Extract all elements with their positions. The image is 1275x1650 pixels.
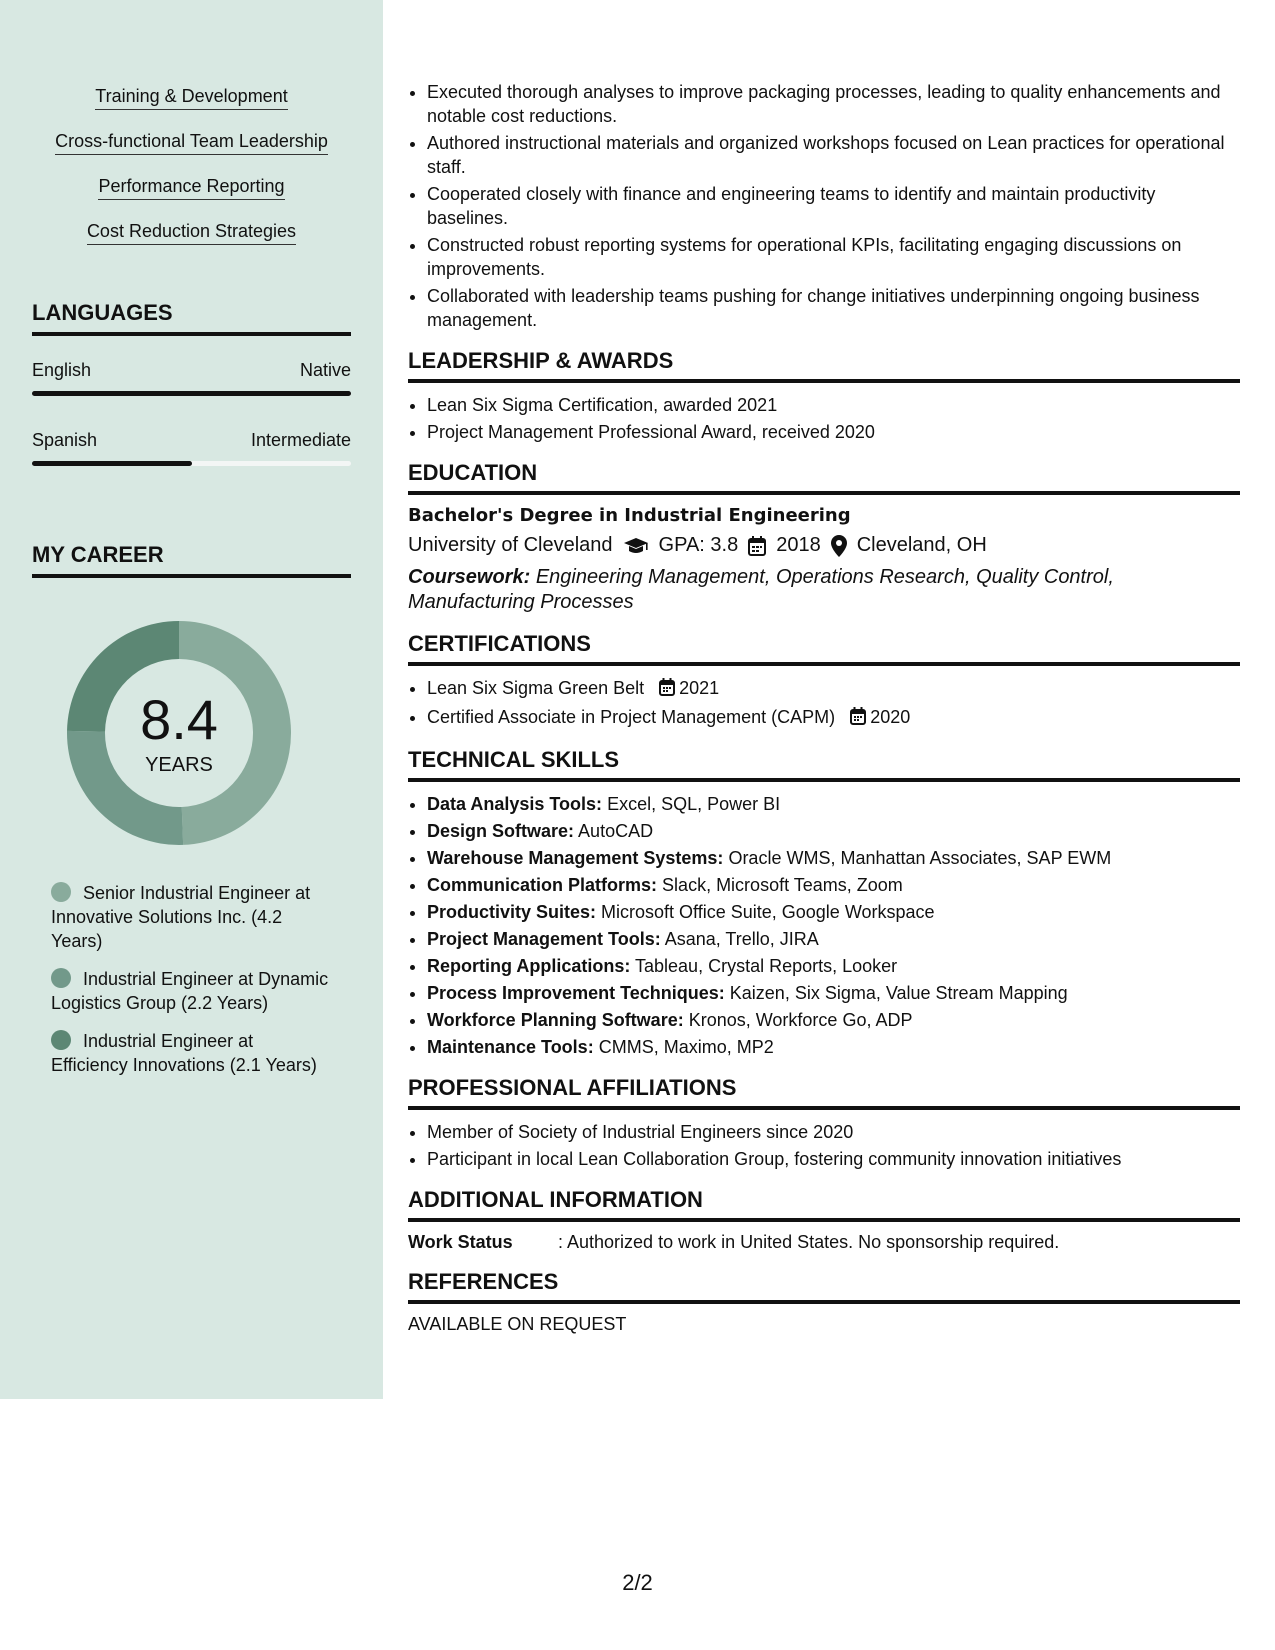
- language-level: Native: [299, 360, 351, 380]
- work-status-label: Work Status: [408, 1232, 513, 1252]
- main-content: [408, 80, 1240, 1335]
- career-item-label: Industrial Engineer at Efficiency Innovations (2.1 Years): [51, 1031, 317, 1075]
- skill-values: Slack, Microsoft Teams, Zoom: [662, 875, 903, 895]
- work-status-value: : Authorized to work in United States. No sponsorship required.: [558, 1232, 1060, 1252]
- coursework-list: Engineering Management, Operations Research, Quality Control, Manufacturing Processes: [408, 566, 1114, 613]
- skill-category: Reporting Applications:: [427, 956, 631, 976]
- graduation-year: 2018: [776, 534, 821, 556]
- experience-bullet: • Authored instructional materials and organized workshops focused on Lean practices for operational staff.: [427, 131, 1240, 179]
- legend-dot: [51, 968, 71, 988]
- technical-skill-item: [427, 954, 1240, 978]
- skill-values: Asana, Trello, JIRA: [664, 929, 819, 949]
- affiliation-item: • Participant in local Lean Collaboration Group, fostering community innovation initiatives: [427, 1147, 1240, 1171]
- skill-values: Oracle WMS, Manhattan Associates, SAP EWM: [728, 848, 1112, 868]
- references-heading: REFERENCES: [408, 1269, 1240, 1304]
- technical-skill-item: [427, 792, 1240, 816]
- education-location: Cleveland, OH: [856, 534, 987, 556]
- language-name: Spanish: [32, 430, 98, 450]
- calendar-icon: [850, 707, 866, 731]
- skill-category: Warehouse Management Systems:: [427, 848, 724, 868]
- experience-bullet: • Executed thorough analyses to improve packaging processes, leading to quality enhancements and notable cost reductions.: [427, 80, 1240, 128]
- career-item-label: Industrial Engineer at Dynamic Logistics Group (2.2 Years): [51, 969, 329, 1013]
- legend-dot: [51, 882, 71, 902]
- technical-skill-item: [427, 1035, 1240, 1059]
- legend-dot: [51, 1030, 71, 1050]
- proficiency-bar: [32, 391, 351, 396]
- proficiency-fill: [32, 461, 192, 466]
- language-level: Intermediate: [250, 430, 351, 450]
- technical-skill-item: [427, 927, 1240, 951]
- skill-values: AutoCAD: [578, 821, 654, 841]
- certification-item: [427, 705, 1240, 731]
- award-item: • Project Management Professional Award, received 2020: [427, 420, 1240, 444]
- gpa: GPA: 3.8: [658, 534, 739, 556]
- award-item: • Lean Six Sigma Certification, awarded 2021: [427, 393, 1240, 417]
- technical-skills-list: [408, 792, 1240, 1059]
- certification-name: Lean Six Sigma Green Belt: [427, 678, 645, 698]
- skill-category: Project Management Tools:: [427, 929, 661, 949]
- skill-item: Cross-functional Team Leadership: [55, 130, 328, 155]
- school-name: University of Cleveland: [408, 534, 613, 556]
- affiliations-list: [408, 1120, 1240, 1171]
- skill-item: Performance Reporting: [98, 175, 284, 200]
- sidebar: [0, 0, 383, 1399]
- work-status: [408, 1232, 1240, 1253]
- career-item: [51, 967, 331, 1015]
- proficiency-bar: [32, 461, 351, 466]
- language-name: English: [32, 360, 92, 380]
- additional-info-heading: ADDITIONAL INFORMATION: [408, 1187, 1240, 1222]
- technical-skill-item: [427, 873, 1240, 897]
- certification-name: Certified Associate in Project Management (CAPM): [427, 707, 836, 727]
- affiliation-item: • Member of Society of Industrial Engineers since 2020: [427, 1120, 1240, 1144]
- certification-item: [427, 676, 1240, 702]
- skill-category: Productivity Suites:: [427, 902, 597, 922]
- education-heading: EDUCATION: [408, 460, 1240, 495]
- experience-bullet: • Constructed robust reporting systems for operational KPIs, facilitating engaging discussions on improvements.: [427, 233, 1240, 281]
- career-item-label: Senior Industrial Engineer at Innovative Solutions Inc. (4.2 Years): [51, 883, 311, 951]
- language-spanish: [32, 430, 351, 466]
- experience-bullet: • Collaborated with leadership teams pushing for change initiatives underpinning ongoing business management.: [427, 284, 1240, 332]
- skill-values: Kronos, Workforce Go, ADP: [688, 1010, 913, 1030]
- proficiency-fill: [32, 391, 351, 396]
- career-years-unit: YEARS: [145, 754, 213, 776]
- skill-values: Excel, SQL, Power BI: [607, 794, 781, 814]
- degree-title: Bachelor's Degree in Industrial Engineering: [408, 505, 851, 526]
- language-english: [32, 360, 351, 396]
- technical-skills-heading: TECHNICAL SKILLS: [408, 747, 1240, 782]
- skill-category: Maintenance Tools:: [427, 1037, 594, 1057]
- technical-skill-item: [427, 1008, 1240, 1032]
- skill-category: Design Software:: [427, 821, 575, 841]
- certification-year: 2021: [679, 678, 720, 698]
- languages-heading: LANGUAGES: [32, 300, 351, 336]
- technical-skill-item: [427, 819, 1240, 843]
- page-number: 2/2: [622, 1570, 653, 1595]
- skill-values: Kaizen, Six Sigma, Value Stream Mapping: [729, 983, 1068, 1003]
- skill-category: Workforce Planning Software:: [427, 1010, 684, 1030]
- affiliations-heading: PROFESSIONAL AFFILIATIONS: [408, 1075, 1240, 1110]
- certifications-list: [408, 676, 1240, 731]
- education-meta: [408, 534, 1240, 557]
- technical-skill-item: [427, 900, 1240, 924]
- graduation-cap-icon: [623, 534, 649, 557]
- career-item: [51, 1029, 331, 1077]
- experience-bullet: • Cooperated closely with finance and engineering teams to identify and maintain productivity baselines.: [427, 182, 1240, 230]
- coursework-label: Coursework:: [408, 566, 531, 588]
- coursework: [408, 565, 1240, 615]
- career-total-years: 8.4: [140, 688, 218, 751]
- career-list: [51, 881, 331, 1091]
- skill-category: Data Analysis Tools:: [427, 794, 603, 814]
- skills-list: [0, 85, 383, 265]
- references-text: AVAILABLE ON REQUEST: [408, 1314, 627, 1334]
- career-item: [51, 881, 331, 953]
- skill-values: CMMS, Maximo, MP2: [598, 1037, 774, 1057]
- skill-item: Training & Development: [95, 85, 287, 110]
- calendar-icon: [659, 678, 675, 702]
- skill-values: Tableau, Crystal Reports, Looker: [635, 956, 898, 976]
- skill-item: Cost Reduction Strategies: [87, 220, 296, 245]
- career-heading: MY CAREER: [32, 542, 351, 578]
- experience-bullets: [408, 80, 1240, 332]
- skill-category: Process Improvement Techniques:: [427, 983, 725, 1003]
- map-pin-icon: [831, 534, 847, 557]
- skill-category: Communication Platforms:: [427, 875, 658, 895]
- certifications-heading: CERTIFICATIONS: [408, 631, 1240, 666]
- technical-skill-item: [427, 981, 1240, 1005]
- calendar-icon: [748, 534, 766, 557]
- skill-values: Microsoft Office Suite, Google Workspace: [601, 902, 935, 922]
- awards-heading: LEADERSHIP & AWARDS: [408, 348, 1240, 383]
- technical-skill-item: [427, 846, 1240, 870]
- certification-year: 2020: [870, 707, 911, 727]
- awards-list: [408, 393, 1240, 444]
